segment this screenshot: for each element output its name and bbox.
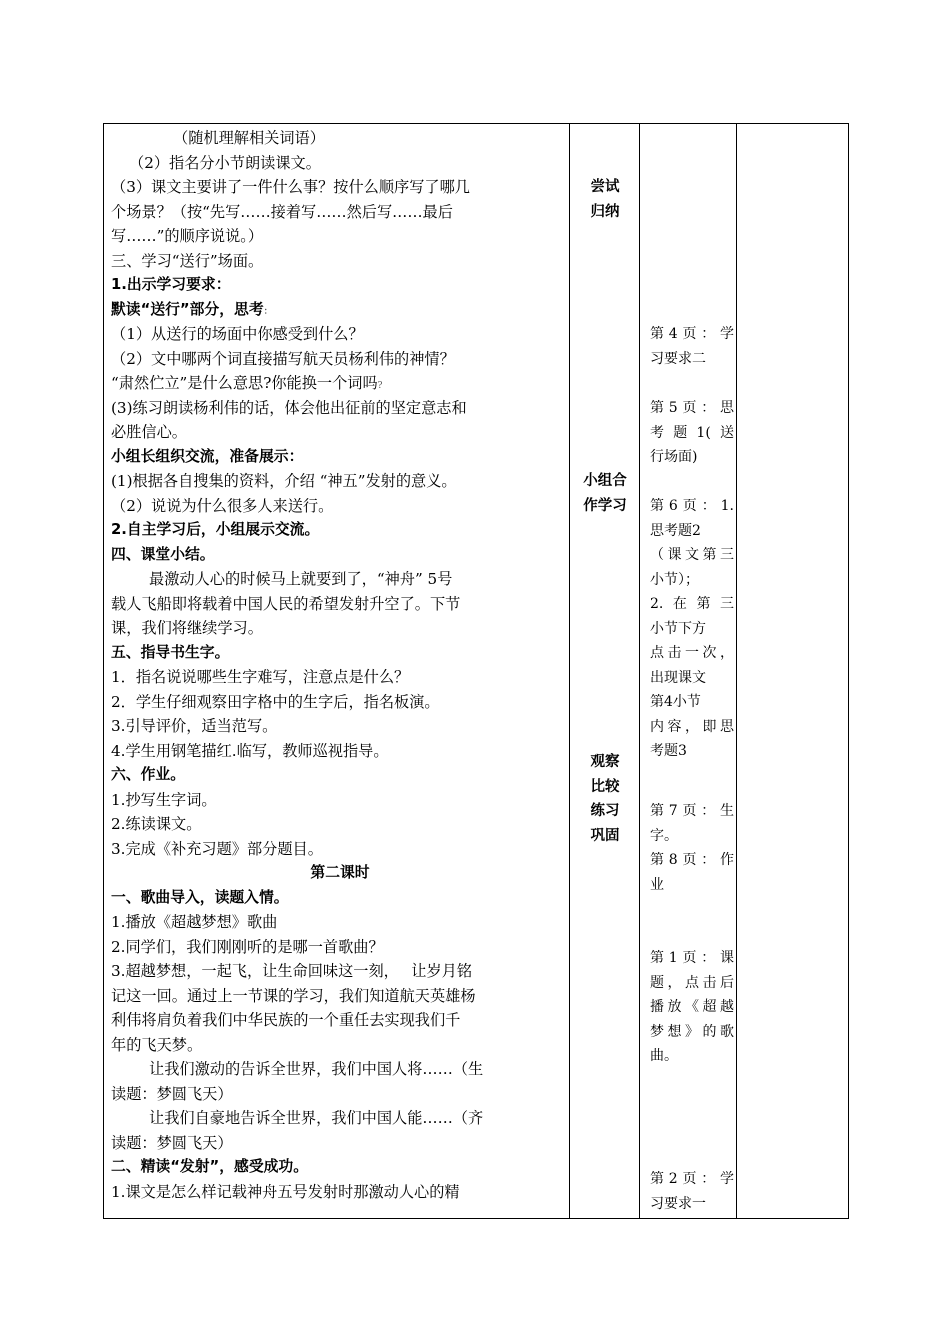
text-line-content: 四、课堂小结。 <box>111 545 215 563</box>
teaching-process-column <box>111 126 569 1204</box>
method-cell <box>571 750 639 848</box>
column-divider <box>639 124 640 1218</box>
courseware-note <box>650 946 734 1069</box>
note-line: 第4页：学 <box>650 326 734 342</box>
note-line: 第7页：生 <box>650 803 734 819</box>
note-line: 第6页：1. <box>650 498 734 514</box>
text-line <box>111 1155 569 1180</box>
note-line: 习要求一 <box>650 1195 706 1212</box>
text-line <box>111 861 569 886</box>
text-line <box>111 494 569 519</box>
text-line <box>111 469 569 494</box>
text-line <box>111 763 569 788</box>
text-line-content: （随机理解相关词语） <box>173 129 325 147</box>
text-line <box>111 420 569 445</box>
text-line <box>111 886 569 911</box>
text-line-content: 最激动人心的时候马上就要到了，“神舟” 5号 <box>149 570 453 588</box>
text-line-content: 让我们激动的告诉全世界，我们中国人将……（生 <box>149 1060 484 1078</box>
method-label: 比较 <box>590 778 620 795</box>
text-line <box>111 1033 569 1058</box>
note-line: 第8页：作 <box>650 852 734 868</box>
text-line <box>111 592 569 617</box>
text-line-content: 三、学习“送行”场面。 <box>111 251 264 270</box>
method-label: 观察 <box>590 754 620 770</box>
text-line-content: (1)根据各自搜集的资料，介绍 “神五”发射的意义。 <box>111 472 457 490</box>
text-line-suffix: ? <box>377 381 383 391</box>
note-line: 播放《超越 <box>650 999 734 1015</box>
text-line-content: 1．指名说说哪些生字难写，注意点是什么？ <box>111 668 410 686</box>
text-line <box>111 984 569 1009</box>
text-line <box>111 567 569 592</box>
text-line-content: 利伟将肩负着我们中华民族的一个重任去实现我们千 <box>111 1011 461 1029</box>
note-line: 第5页：思 <box>650 400 734 416</box>
note-line: 第1页：课 <box>650 950 734 966</box>
text-line <box>111 910 569 935</box>
text-line <box>111 371 569 396</box>
text-line-content: 二、精读“发射”，感受成功。 <box>111 1158 309 1175</box>
text-line <box>111 298 569 323</box>
note-line: 内容，即思 <box>650 718 734 735</box>
note-line: 业 <box>650 876 664 893</box>
text-line-content: 2．学生仔细观察田字格中的生字后，指名板演。 <box>111 692 440 711</box>
note-line: 小节）； <box>650 571 699 588</box>
text-line-content: 第二课时 <box>310 864 370 881</box>
text-line <box>111 1180 569 1205</box>
method-label: 归纳 <box>590 203 620 220</box>
text-line-content: 课，我们将继续学习。 <box>111 619 263 637</box>
note-line: （课文第三 <box>650 547 734 563</box>
text-line <box>111 126 569 151</box>
text-line-content: 载人飞船即将载着中国人民的希望发射升空了。下节 <box>111 594 461 613</box>
courseware-note <box>650 799 734 848</box>
note-line: 小节下方 <box>650 620 706 637</box>
note-line: 出现课文 <box>650 669 706 686</box>
method-cell <box>571 175 639 224</box>
text-line-content: 默读“送行”部分，思考 <box>111 300 264 318</box>
text-line <box>111 837 569 862</box>
text-line-content: “肃然伫立”是什么意思?你能换一个词吗 <box>111 374 378 392</box>
text-line-content: 写……”的顺序说说。） <box>111 227 264 245</box>
text-line-content: 1.播放《超越梦想》歌曲 <box>111 913 278 931</box>
note-line: 第2页：学 <box>650 1171 734 1187</box>
text-line-content: 1.课文是怎么样记载神舟五号发射时那激动人心的精 <box>111 1182 460 1201</box>
text-line <box>111 665 569 690</box>
text-line-content: （3）课文主要讲了一件什么事？按什么顺序写了哪几 <box>111 178 470 196</box>
courseware-note <box>650 494 734 764</box>
text-line-content: 2.自主学习后，小组展示交流。 <box>111 521 320 538</box>
text-line <box>111 1057 569 1082</box>
text-line <box>111 812 569 837</box>
text-line-content: 1.出示学习要求： <box>111 276 231 293</box>
method-cell <box>571 469 639 518</box>
column-divider <box>569 124 570 1218</box>
text-line-content: 六、作业。 <box>111 766 185 783</box>
text-line-content: 一、歌曲导入，读题入情。 <box>111 888 289 906</box>
text-line-content: （2）说说为什么很多人来送行。 <box>111 496 334 515</box>
text-line <box>111 1008 569 1033</box>
text-line <box>111 690 569 715</box>
note-line: 考题3 <box>650 743 687 759</box>
text-line-content: （2）文中哪两个词直接描写航天员杨利伟的神情？ <box>111 349 455 368</box>
text-line <box>111 151 569 176</box>
note-line: 考题1(送 <box>650 424 734 441</box>
text-line <box>111 200 569 225</box>
text-line <box>111 1106 569 1131</box>
text-line-content: (3)练习朗读杨利伟的话，体会他出征前的坚定意志和 <box>111 398 467 417</box>
courseware-note <box>650 396 734 470</box>
note-line: 点击一次， <box>650 645 734 661</box>
text-line-content: 五、指导书生字。 <box>111 643 230 661</box>
text-line-content: 让我们自豪地告诉全世界，我们中国人能……（齐 <box>149 1109 484 1127</box>
note-line: 字。 <box>650 827 678 844</box>
text-line-content: 1.抄写生字词。 <box>111 790 217 809</box>
text-line <box>111 175 569 200</box>
text-line-content: 3.超越梦想，一起飞，让生命回味这一刻， 让岁月铭 <box>111 962 473 980</box>
note-line: 行场面) <box>650 449 698 465</box>
text-line-content: 3.引导评价，适当范写。 <box>111 717 278 735</box>
note-line: 2.在第三 <box>650 596 734 612</box>
column-divider <box>736 124 737 1218</box>
courseware-note <box>650 848 734 897</box>
text-line <box>111 518 569 543</box>
text-line-content: （1）从送行的场面中你感受到什么？ <box>111 325 364 343</box>
text-line <box>111 249 569 274</box>
text-line <box>111 788 569 813</box>
text-line <box>111 322 569 347</box>
text-line <box>111 273 569 298</box>
text-line-content: 必胜信心。 <box>111 423 187 441</box>
method-label: 尝试 <box>590 179 620 195</box>
note-line: 习要求二 <box>650 350 706 367</box>
method-label: 作学习 <box>583 497 627 514</box>
text-line-content: 4.学生用钢笔描红.临写，教师巡视指导。 <box>111 741 389 760</box>
courseware-note <box>650 322 734 371</box>
text-line-content: 2.同学们，我们刚刚听的是哪一首歌曲？ <box>111 937 384 956</box>
courseware-note <box>650 1167 734 1216</box>
note-line: 梦想》的歌 <box>650 1023 734 1040</box>
note-line: 题，点击后 <box>650 974 734 991</box>
text-line <box>111 739 569 764</box>
lesson-plan-table <box>103 123 849 1219</box>
text-line-content: 读题：梦圆飞天） <box>111 1133 233 1152</box>
text-line <box>111 445 569 470</box>
note-line: 曲。 <box>650 1048 678 1064</box>
text-line <box>111 1131 569 1156</box>
text-line-content: 读题：梦圆飞天） <box>111 1084 233 1103</box>
text-line-content: 个场景？（按“先写……接着写……然后写……最后 <box>111 202 453 221</box>
method-label: 小组合 <box>583 473 627 489</box>
text-line-content: 年的飞天梦。 <box>111 1035 203 1054</box>
note-line: 第4小节 <box>650 694 701 710</box>
text-line <box>111 347 569 372</box>
text-line <box>111 396 569 421</box>
text-line-suffix: ： <box>263 306 273 317</box>
text-line-content: 记这一回。通过上一节课的学习，我们知道航天英雄杨 <box>111 986 476 1005</box>
text-line <box>111 1082 569 1107</box>
text-line <box>111 224 569 249</box>
text-line <box>111 714 569 739</box>
method-label: 巩固 <box>590 827 620 844</box>
method-label: 练习 <box>590 803 620 819</box>
text-line-content: 2.练读课文。 <box>111 815 202 833</box>
text-line-content: （2）指名分小节朗读课文。 <box>129 153 321 172</box>
text-line <box>111 616 569 641</box>
text-line-content: 3.完成《补充习题》部分题目。 <box>111 839 323 858</box>
text-line <box>111 959 569 984</box>
text-line <box>111 935 569 960</box>
text-line-content: 小组长组织交流，准备展示： <box>111 447 304 465</box>
note-line: 思考题2 <box>650 522 701 539</box>
text-line <box>111 543 569 568</box>
text-line <box>111 641 569 666</box>
